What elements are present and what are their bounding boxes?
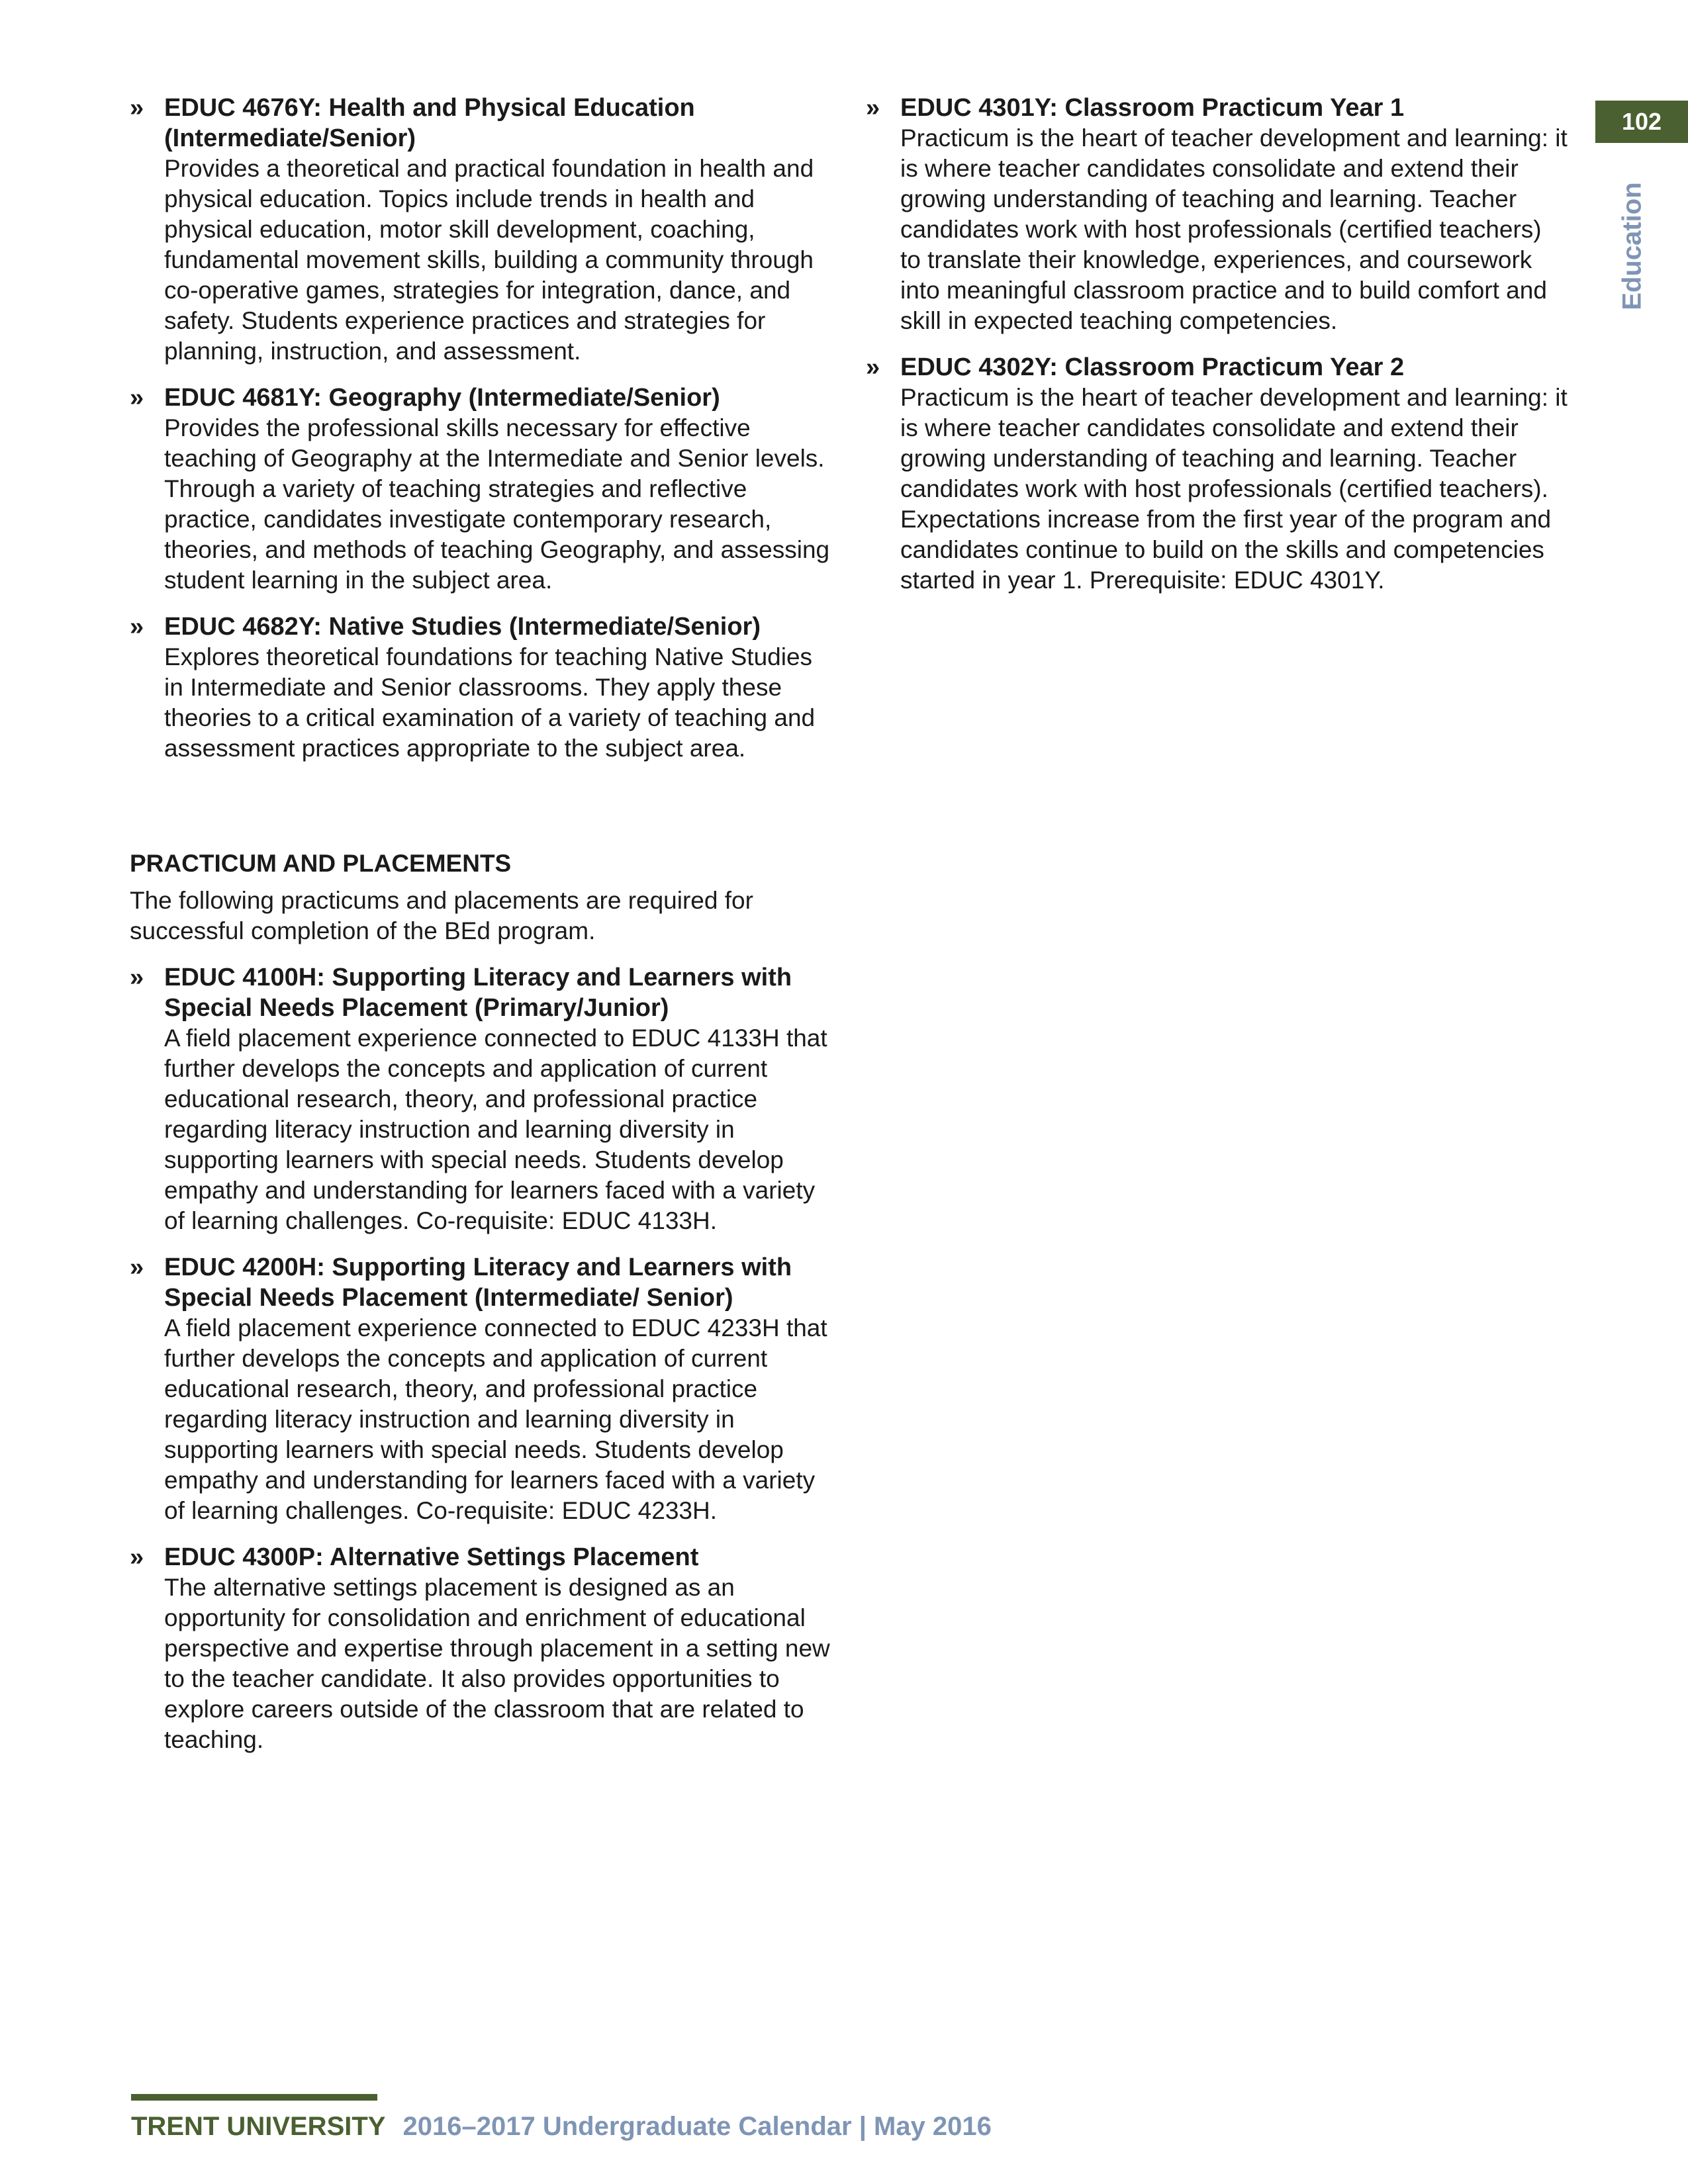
course-description: A field placement experience connected to EDUC 4133H that further develops the concepts and application of current educational research, theory, and professional practice regarding literacy instruction and learning diversity in supporting learners with special needs. Students develop empathy and understanding for learners faced with a variety of learning challenges. Co-requisite: EDUC 4133H. [164,1024,827,1234]
section-intro: The following practicums and placements are required for successful completion of the BEd program. [130,887,753,944]
bullet-chevron-icon: » [130,964,144,991]
section-heading: PRACTICUM AND PLACEMENTS [130,850,512,877]
course-description: Practicum is the heart of teacher development and learning: it is where teacher candidates consolidate and extend their growing understanding of teaching and learning. Teacher candidates work with host professionals (certified teachers) to translate their knowledge, experiences, and coursework into meaningful classroom practice and to build comfort and skill in expected teaching competencies. [900,124,1568,334]
right-column [866,93,1568,612]
course-entry [866,352,1568,596]
footer [131,2110,992,2143]
footer-university: TRENT UNIVERSITY [131,2112,386,2141]
course-entry [866,93,1568,336]
course-title: EDUC 4302Y: Classroom Practicum Year 2 [900,353,1405,381]
course-title: EDUC 4100H: Supporting Literacy and Learners with Special Needs Placement (Primary/Junior) [164,964,792,1022]
bullet-chevron-icon: » [130,1543,144,1571]
course-title: EDUC 4682Y: Native Studies (Intermediate/Senior) [164,613,761,641]
bullet-chevron-icon: » [130,94,144,122]
page-number-badge: 102 [1595,101,1688,143]
bullet-chevron-icon: » [130,384,144,412]
course-entry [130,93,831,367]
course-entry [130,1542,831,1755]
course-description: The alternative settings placement is designed as an opportunity for consolidation and enrichment of educational perspective and expertise through placement in a setting new to the teacher candidate. It also provides opportunities to explore careers outside of the classroom that are related to teaching. [164,1574,830,1753]
footer-rule [131,2094,377,2101]
footer-calendar-edition: 2016–2017 Undergraduate Calendar | May 2016 [402,2112,992,2141]
course-title: EDUC 4300P: Alternative Settings Placement [164,1543,699,1571]
course-entry [130,962,831,1236]
section-side-tab: Education [1617,182,1647,310]
course-entry [130,612,831,764]
bullet-chevron-icon: » [130,613,144,641]
course-title: EDUC 4301Y: Classroom Practicum Year 1 [900,94,1405,122]
course-entry [130,1252,831,1526]
course-description: Provides a theoretical and practical foundation in health and physical education. Topics include trends in health and physical education, motor skill development, coaching, fundamental movement skills, building a community through co-operative games, strategies for integration, dance, and safety. Students experience practices and strategies for planning, instruction, and assessment. [164,155,814,365]
bullet-chevron-icon: » [866,94,880,122]
course-description: Practicum is the heart of teacher development and learning: it is where teacher candidates consolidate and extend their growing understanding of teaching and learning. Teacher candidates work with host professionals (certified teachers). Expectations increase from the first year of the program and candidates continue to build on the skills and competencies started in year 1. Prerequisite: EDUC 4301Y. [900,384,1568,594]
course-title: EDUC 4681Y: Geography (Intermediate/Senior) [164,384,720,412]
course-title: EDUC 4676Y: Health and Physical Education (Intermediate/Senior) [164,94,695,152]
course-title: EDUC 4200H: Supporting Literacy and Learners with Special Needs Placement (Intermediate/ Senior) [164,1253,792,1312]
course-description: A field placement experience connected to EDUC 4233H that further develops the concepts and application of current educational research, theory, and professional practice regarding literacy instruction and learning diversity in supporting learners with special needs. Students develop empathy and understanding for learners faced with a variety of learning challenges. Co-requisite: EDUC 4233H. [164,1314,827,1524]
course-entry [130,383,831,596]
left-column [130,93,831,1771]
bullet-chevron-icon: » [866,353,880,381]
bullet-chevron-icon: » [130,1253,144,1281]
course-description: Explores theoretical foundations for teaching Native Studies in Intermediate and Senior classrooms. They apply these theories to a critical examination of a variety of teaching and assessment practices appropriate to the subject area. [164,643,816,762]
course-description: Provides the professional skills necessary for effective teaching of Geography at the Intermediate and Senior levels. Through a variety of teaching strategies and reflective practice, candidates investigate contemporary research, theories, and methods of teaching Geography, and assessing student learning in the subject area. [164,414,830,594]
